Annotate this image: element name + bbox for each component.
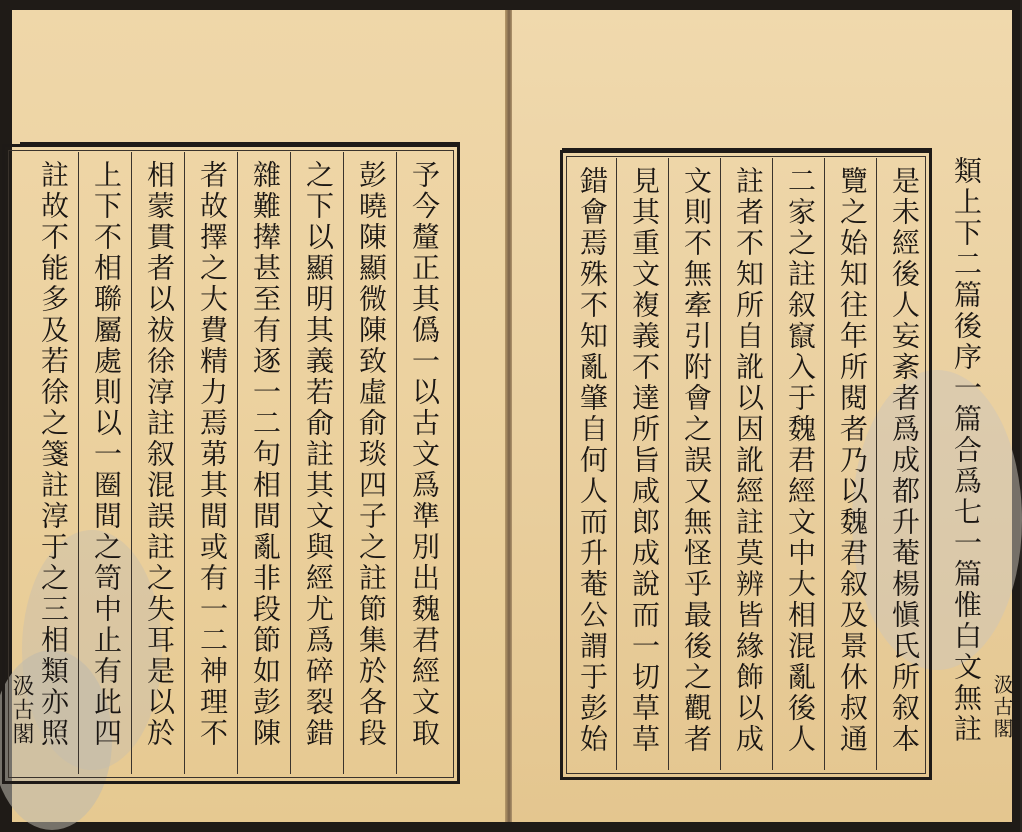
text-column: 錯會焉殊不知亂肇自何人而升菴公謂于彭始	[576, 166, 609, 755]
text-column: 二家之註叙竄入于魏君經文中大相混亂後人	[784, 166, 817, 755]
text-column: 見其重文複義不達所旨咸郎成說而一切草草	[628, 166, 661, 755]
printer-mark: 汲古閣	[990, 674, 1014, 740]
text-column: 者故擇之大費精力焉苐其間或有一二神理不	[196, 160, 229, 749]
text-column: 是未經後人妄紊者爲成都升菴楊愼氏所叙本	[888, 166, 921, 755]
text-column: 予今釐正其僞一以古文爲準別出魏君經文取	[408, 160, 441, 749]
heading-column: 類上下二篇後序一篇合爲七一篇惟白文無註	[950, 156, 983, 745]
text-column: 之下以顯明其義若俞註其文與經尤爲碎裂錯	[302, 160, 335, 749]
text-column: 彭曉陳顯微陳致虛俞琰四子之註節集於各段	[355, 160, 388, 749]
text-column: 上下不相聯屬處則以一圈間之笥中止有此四	[90, 160, 123, 749]
left-page	[9, 10, 506, 822]
text-column: 相蒙貫者以祓徐淳註叙混誤註之失耳是以於	[143, 160, 176, 749]
text-column: 文則不無牽引附會之誤又無怪乎最後之觀者	[680, 166, 713, 755]
text-column: 雜難撵甚至有逐一二句相間亂非段節如彭陳	[249, 160, 282, 749]
right-page	[512, 10, 1012, 822]
printer-mark: 汲古閣	[9, 674, 34, 746]
text-column: 註故不能多及若徐之箋註淳于之三相類亦照	[37, 160, 70, 749]
text-column: 註者不知所自訛以因訛經註莫辨皆緣飾以成	[732, 166, 765, 755]
text-column: 覽之始知往年所閱者乃以魏君叙及景休叔通	[836, 166, 869, 755]
